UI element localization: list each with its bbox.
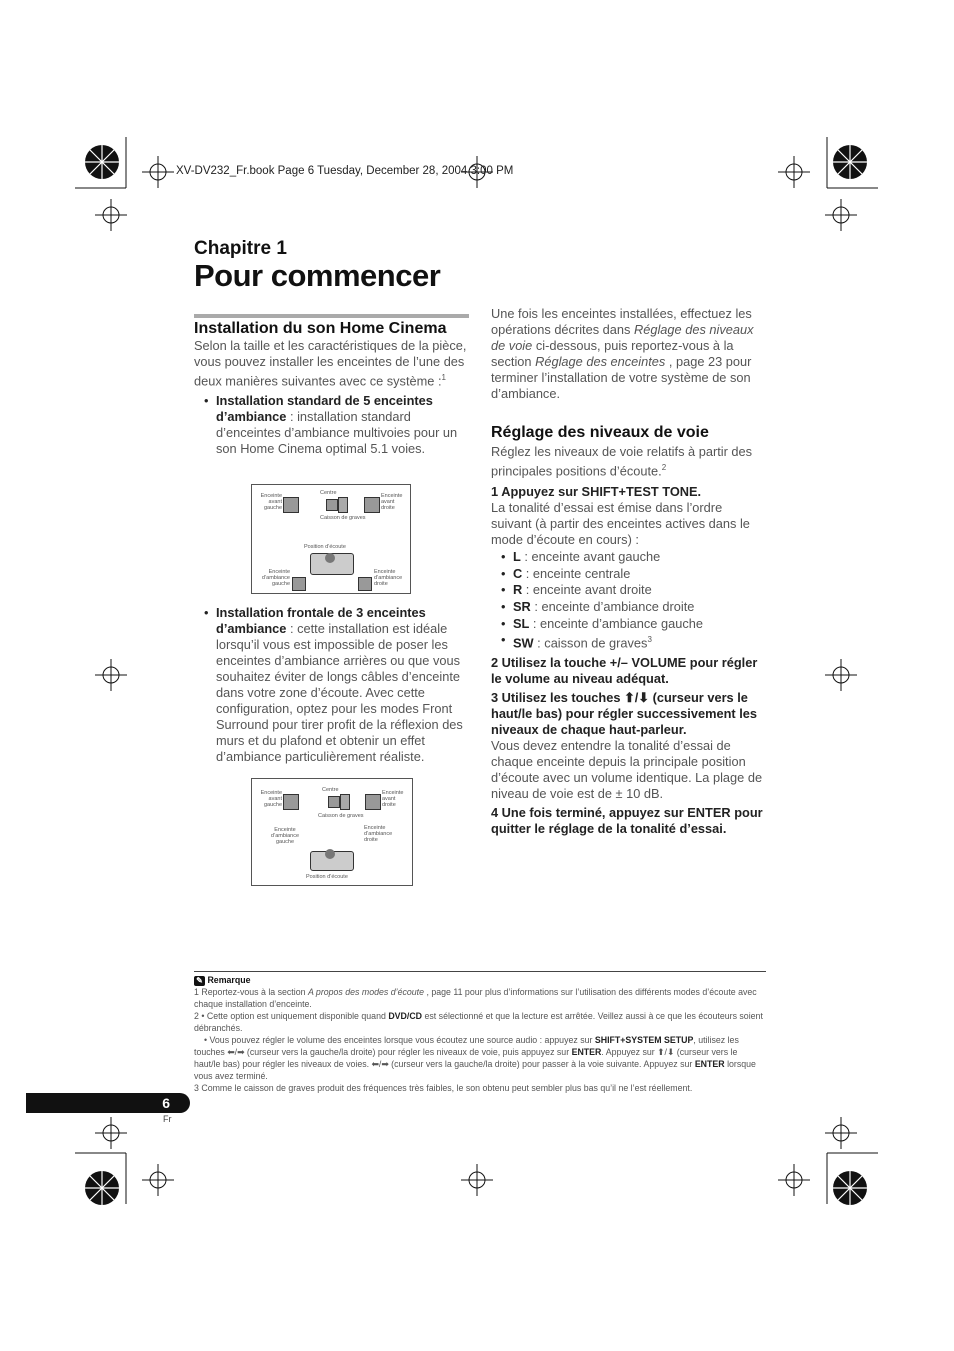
diag1-front-right-label: Enceinte avant droite (381, 493, 403, 511)
step-4: 4 Une fois terminé, appuyez sur ENTER pour quitter le réglage de la tonalité d’essai. (491, 805, 763, 837)
note-3: 3 Comme le caisson de graves produit des fréquences très faibles, le son obtenu peut sembler plus bas qu’il ne l’est réellement. (194, 1083, 693, 1093)
note-1: 1 Reportez-vous à la section A propos des modes d’écoute , page 11 pour plus d’informations sur l’utilisation des différents modes d’écoute avec chaque installation d’enceinte. (194, 987, 757, 1009)
note-2b: • Vous pouvez régler le volume des enceintes lorsque vous écoutez une source audio : appuyez sur SHIFT+SYSTEM SETUP, utilisez les touches ⬅/➡ (curseur vers la gauche/la droite) pour régler les niveaux de voie, puis appuyez sur ENTER. Appuyez sur ⬆/⬇ (curseur vers le haut/le bas) pour régler les niveaux de voies. ⬅/➡ (curseur vers la gauche/la droite) pour passer à la voie suivante. Appuyez sur ENTER lorsque vous avez terminé. (194, 1035, 756, 1081)
diag2-center-label: Centre (322, 787, 339, 793)
listener-icon (325, 553, 335, 563)
right-column (491, 306, 766, 837)
arrow-up-down-icon: ⬆/⬇ (657, 1047, 675, 1057)
step-3-text: Vous devez entendre la tonalité d’essai de chaque enceinte depuis la principale position d’écoute avec un volume identique. La plage de niveau de voie est de ± 10 dB. (491, 738, 763, 802)
section-rule (194, 314, 469, 318)
intro-paragraph: Selon la taille et les caractéristiques de la pièce, vous pouvez installer les enceintes de l’une des deux manières suivantes avec ce système :$^1$ (194, 338, 467, 389)
diag2-front-right-label: Enceinte avant droite (382, 790, 404, 808)
speaker-center-icon (326, 499, 338, 511)
file-header: XV-DV232_Fr.book Page 6 Tuesday, December 28, 2004 3:00 PM (176, 165, 514, 177)
bullet-frontal: • Installation frontale de 3 enceintes d’ambiance : cette installation est idéale lorsqu’il vous est impossible de poser les enceintes d’ambiance arrières ou que vous souhaitez éviter de longs câbles d’enceinte dans votre zone d’écoute. Avec cette configuration, optez pour les modes Front Surround pour tirer profit de la réflexion des murs et du plafond et obtenir un effet d’ambiance particulièrement réaliste. (194, 605, 468, 765)
channel-item: • SR : enceinte d’ambiance droite (491, 599, 766, 616)
language-code: Fr (163, 1114, 172, 1124)
speaker-center-icon (328, 796, 340, 808)
channel-item: • L : enceinte avant gauche (491, 549, 766, 566)
section-heading-channel-levels: Réglage des niveaux de voie (491, 424, 709, 441)
diag1-surround-right-label: Enceinte d’ambiance droite (374, 569, 403, 587)
chapter-label: Chapitre 1 (194, 238, 287, 259)
channel-item: • R : enceinte avant droite (491, 582, 766, 599)
left-column (194, 320, 468, 457)
arrow-up-down-icon: ⬆/⬇ (624, 690, 650, 706)
step-1-text: La tonalité d’essai est émise dans l’ordre suivant (à partir des enceintes actives dans le mode d’écoute en cours) : (491, 500, 750, 548)
arrow-left-right-icon: ⬅/➡ (227, 1047, 245, 1057)
intro-right-paragraph: Une fois les enceintes installées, effectuez les opérations décrites dans Réglage des niveaux de voie ci-dessous, puis reportez-vous à la section Réglage des enceintes , page 23 pour terminer l’installation de votre système de son d’ambiance. (491, 306, 754, 401)
step-3: 3 Utilisez les touches ⬆/⬇ (curseur vers le haut/le bas) pour régler successivement les niveaux de chaque haut-parleur. (491, 690, 757, 738)
speaker-diagram-standard (251, 484, 411, 594)
step-2: 2 Utilisez la touche +/– VOLUME pour régler le volume au niveau adéquat. (491, 655, 758, 687)
step-1: 1 Appuyez sur SHIFT+TEST TONE. (491, 484, 702, 500)
speaker-surround-right-icon (358, 577, 372, 591)
speaker-front-right-icon (364, 497, 380, 513)
speaker-diagram-frontal (251, 778, 413, 886)
diag1-front-left-label: Enceinte avant gauche (260, 493, 282, 511)
speaker-front-right-icon (365, 794, 381, 810)
speaker-front-left-icon (283, 497, 299, 513)
note-2: 2 • Cette option est uniquement disponible quand DVD/CD est sélectionné et que la lecture est arrêtée. Veillez aussi à ce que les écouteurs soient débranchés. (194, 1011, 763, 1033)
channel-list (491, 549, 766, 652)
diag2-front-left-label: Enceinte avant gauche (260, 790, 282, 808)
diag2-listening-label: Position d’écoute (306, 874, 348, 880)
note-pencil-icon: ✎ (194, 976, 205, 986)
page-title: Pour commencer (194, 258, 441, 293)
subwoofer-icon (340, 794, 350, 810)
diag2-surround-left-label: Enceinte d’ambiance gauche (270, 827, 300, 845)
section-heading-installation: Installation du son Home Cinema (194, 320, 447, 337)
diag1-listening-label: Position d’écoute (304, 544, 346, 550)
page-number-tab (26, 1093, 190, 1113)
speaker-surround-left-icon (292, 577, 306, 591)
listener-icon (325, 849, 335, 859)
channel-item: • SW : caisson de graves$^3$ (491, 632, 766, 652)
note-box (194, 971, 766, 1094)
diag2-subwoofer-label: Caisson de graves (318, 813, 364, 819)
subwoofer-icon (338, 497, 348, 513)
page-number: 6 (162, 1095, 170, 1111)
channel-levels-intro: Réglez les niveaux de voie relatifs à partir des principales positions d’écoute.$^2$ (491, 444, 753, 479)
speaker-front-left-icon (283, 794, 299, 810)
bullet-standard: • Installation standard de 5 enceintes d’ambiance : installation standard d’enceintes d’ambiance multivoies pour un son Home Cinema optimal 5.1 voies. (194, 393, 468, 457)
diag1-center-label: Centre (320, 490, 337, 496)
diag1-surround-left-label: Enceinte d’ambiance gauche (261, 569, 290, 587)
diag1-subwoofer-label: Caisson de graves (320, 515, 366, 521)
diag2-surround-right-label: Enceinte d’ambiance droite (364, 825, 393, 843)
channel-item: • C : enceinte centrale (491, 566, 766, 583)
channel-item: • SL : enceinte d’ambiance gauche (491, 616, 766, 633)
arrow-left-right-icon: ⬅/➡ (371, 1059, 389, 1069)
note-title: Remarque (207, 975, 251, 985)
left-column-2 (194, 605, 468, 765)
